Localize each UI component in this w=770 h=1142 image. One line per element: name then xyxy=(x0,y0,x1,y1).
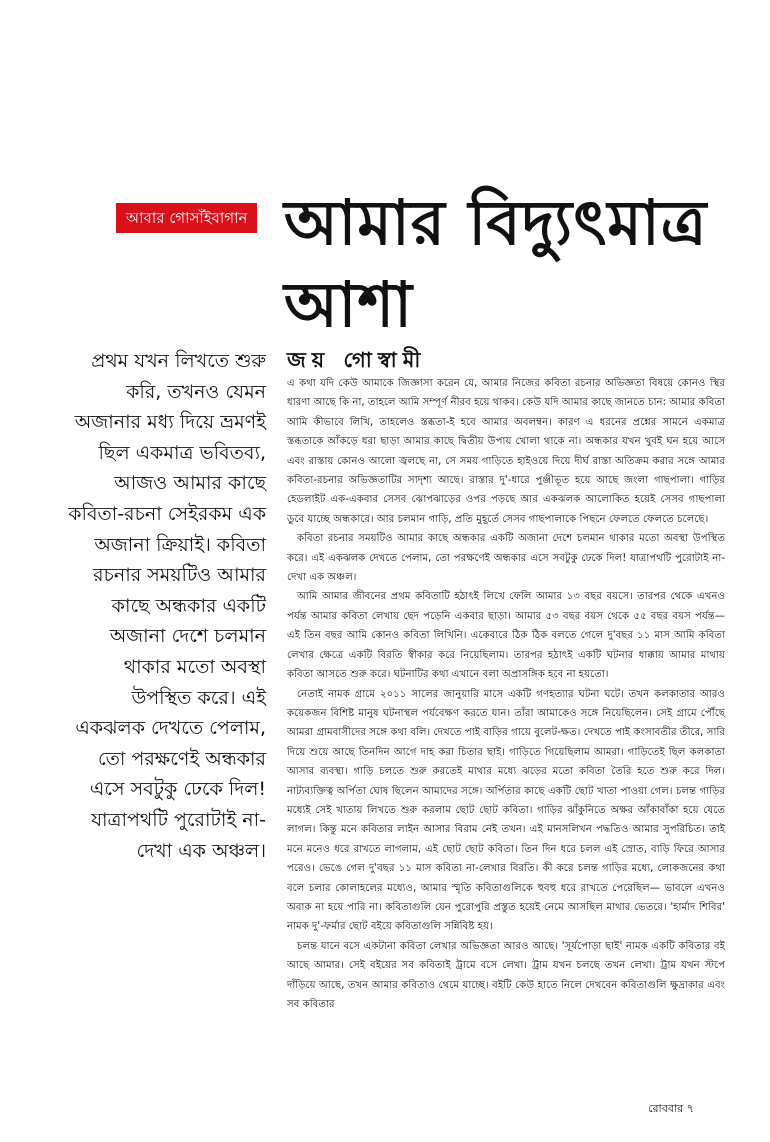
paragraph-2: কবিতা রচনার সময়টিও আমার কাছে অন্ধকার একটি অজানা দেশে চলমান থাকার মতো অবস্থা উপস্থিত করে। এই একঝলক দেখতে পেলাম, তো পরক্ষণেই অন্ধকার এসে সবটুকু ঢেকে দিল! যাত্রাপথটি পুরোটাই না-দেখা এক অঞ্চল। xyxy=(287,533,725,584)
byline: জয় গোস্বামী xyxy=(287,348,427,372)
section-tag: আবার গোসাঁইবাগান xyxy=(116,203,257,233)
article-title: আমার বিদ্যুৎমাত্র আশা xyxy=(284,186,708,341)
paragraph-4: নেতাই নামক গ্রামে ২০১১ সালের জানুয়ারি মাসে একটি গণহত্যার ঘটনা ঘটে। তখন কলকাতার আরও কয়েকজন বিশিষ্ট মানুষ ঘটনাস্থল পর্যবেক্ষণ করতে যান। তাঁরা আমাকেও সঙ্গে নিয়েছিলেন। সেই গ্রামে পৌঁছে আমরা গ্রামবাসীদের সঙ্গে কথা বলি। দেখতে পাই বাড়ির গায়ে বুলেট-ক্ষত। দেখতে পাই কংসাবতীর তীরে, সারি দিয়ে শুয়ে আছে তিনদিন আগে দাহ করা চিতার ছাই। গাড়িতে গিয়েছিলাম আমরা। গাড়িতেই ছিল কলকাতা আসার ব্যবস্থা। গাড়ি চলতে শুরু করতেই মাথার মধ্যে ঝড়ের মতো কবিতা তৈরি হতে শুরু করে দিল। নাট্যব্যক্তিত্ব অর্পিতা ঘোষ ছিলেন আমাদের সঙ্গে। অর্পিতার কাছে একটি ছোট খাতা পাওয়া গেল। চলন্ত গাড়ির মধ্যেই সেই খাতায় লিখতে শুরু করলাম ছোট ছোট কবিতা। গাড়ির ঝাঁকুনিতে অক্ষর আঁকাবাঁকা হয়ে যেতে লাগল। কিন্তু মনে কবিতার লাইন আসার বিরাম নেই তখন। এই মানসলিখন পদ্ধতিও আমার সুপরিচিত। তাই মনে মনেও ধরে রাখতে লাগলাম, এই ছোট ছোট কবিতা। তিন দিন ধরে চলল এই স্রোত, বাড়ি ফিরে আসার পরেও। ভেঙে গেল দু'বছর ১১ মাস কবিতা না-লেখার বিরতি। কী করে চলন্ত গাড়ির মধ্যে, লোকজনের কথা বলে চলার কোলাহলের মধ্যেও, আমার স্মৃতি কবিতাগুলিকে হুবহু ধরে রাখতে পেরেছিল— ভাবলে এখনও অবাক না হয়ে পারি না। কবিতাগুলি যেন পুরোপুরি প্রস্তুত হয়েই নেমে আসছিল মাথার ভেতরে। 'হার্মাদ শিবির' নামক দু'-ফর্মার ছোট বইয়ে কবিতাগুলি সন্নিবিষ্ট হয়। xyxy=(287,688,725,933)
article-body xyxy=(287,374,725,1014)
paragraph-5: চলন্ত যানে বসে একটানা কবিতা লেখার অভিজ্ঞতা আরও আছে। 'সূর্যপোড়া ছাই' নামক একটি কবিতার বই আছে আমার। সেই বইয়ের সব কবিতাই ট্রামে বসে লেখা। ট্রাম যখন চলছে তখন লেখা। ট্রাম যখন স্টপে দাঁড়িয়ে আছে, তখন আমার কবিতাও থেমে যাচ্ছে। বইটি কেউ হাতে নিলে দেখবেন কবিতাগুলি ক্ষুদ্রাকার এবং সব কবিতার xyxy=(287,940,725,1010)
paragraph-1: এ কথা যদি কেউ আমাকে জিজ্ঞাসা করেন যে, আমার নিজের কবিতা রচনার অভিজ্ঞতা বিষয়ে কোনও স্থির ধারণা আছে কি না, তাহলে আমি সম্পূর্ণ নীরব হয়ে থাকব। কেউ যদি আমার কাছে জানতে চান: আমার কবিতা আমি কীভাবে লিখি, তাহলেও স্তব্ধতা-ই হবে আমার অবলম্বন। কারণ এ ধরনের প্রশ্নের সামনে একমাত্র স্তব্ধতাকে আঁকড়ে ধরা ছাড়া আমার কাছে দ্বিতীয় উপায় খোলা থাকে না। অন্ধকার যখন খুবই ঘন হয়ে আসে এবং রাস্তায় কোনও আলো জ্বলছে না, সে সময় গাড়িতে হাইওয়ে দিয়ে দীর্ঘ রাস্তা অতিক্রম করার সঙ্গে আমার কবিতা-রচনার অভিজ্ঞতাটির সাদৃশ্য আছে। রাস্তার দু'-ধারে পুঞ্জীভূত হয়ে আছে জংলা গাছপালা। গাড়ির হেডলাইট এক-একবার সেসব ঝোপঝাড়ের ওপর পড়ছে আর একঝলক আলোকিত হয়েই সেসব গাছপালা ডুবে যাচ্ছে অন্ধকারে। আর চলমান গাড়ি, প্রতি মুহূর্তে সেসব গাছপালাকে পিছনে ফেলতে ফেলতে চলেছে। xyxy=(287,378,725,525)
page-footer: রোববার ৭ xyxy=(648,1102,694,1115)
pull-quote: প্রথম যখন লিখতে শুরু করি, তখনও যেমন অজানার মধ্য দিয়ে ভ্রমণই ছিল একমাত্র ভবিতব্য, আজও আমার কাছে কবিতা-রচনা সেইরকম এক অজানা ক্রিয়াই। কবিতা রচনার সময়টিও আমার কাছে অন্ধকার একটি অজানা দেশে চলমান থাকার মতো অবস্থা উপস্থিত করে। এই একঝলক দেখতে পেলাম, তো পরক্ষণেই অন্ধকার এসে সবটুকু ঢেকে দিল! যাত্রাপথটি পুরোটাই না-দেখা এক অঞ্চল। xyxy=(68,350,266,862)
paragraph-3: আমি আমার জীবনের প্রথম কবিতাটি হঠাৎই লিখে ফেলি আমার ১৩ বছর বয়সে। তারপর থেকে এখনও পর্যন্ত আমার কবিতা লেখায় ছেদ পড়েনি একবার ছাড়া। আমার ৫৩ বছর বয়স থেকে ৫৫ বছর বয়স পর্যন্ত— এই তিন বছর আমি কোনও কবিতা লিখিনি। একেবারে ঠিক ঠিক বলতে গেলে দু'বছর ১১ মাস আমি কবিতা লেখার ক্ষেত্রে একটি বিরতি স্বীকার করে নিয়েছিলাম। তারপর হঠাৎই একটি ঘটনার ধাক্কায় আমার মাথায় কবিতা আসতে শুরু করে। ঘটনাটির কথা এখানে বলা অপ্রাসঙ্গিক হবে না হয়তো। xyxy=(287,591,725,681)
